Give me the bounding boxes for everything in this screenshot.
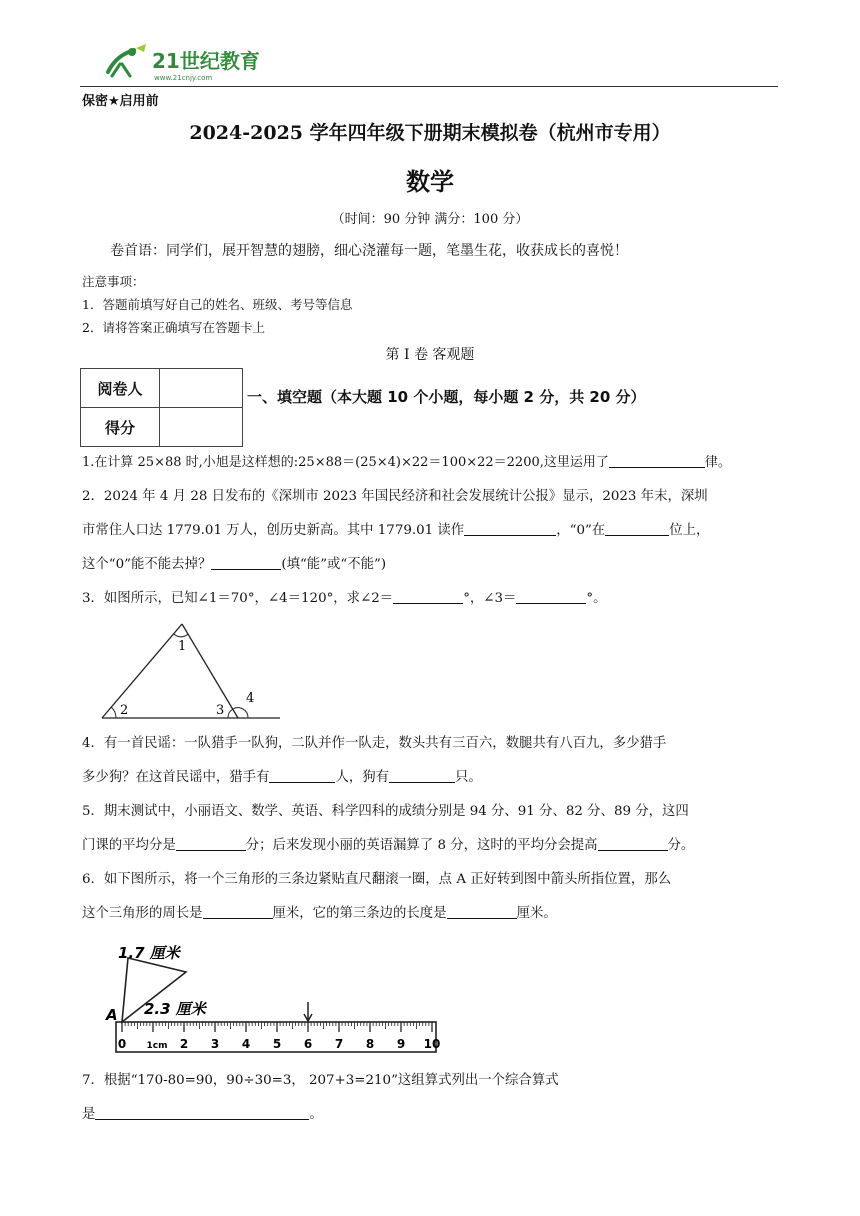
answer-blank[interactable] (203, 904, 273, 919)
answer-blank[interactable] (269, 768, 335, 783)
ruler-tick-label: 10 (423, 1037, 440, 1051)
answer-blank[interactable] (393, 589, 463, 604)
answer-blank[interactable] (464, 521, 556, 536)
preface-text: 卷首语：同学们，展开智慧的翅膀，细心浇灌每一题，笔墨生花，收获成长的喜悦！ (110, 243, 628, 259)
answer-blank[interactable] (176, 836, 246, 851)
angle-label: 4 (246, 691, 255, 706)
down-arrow-icon (304, 1002, 312, 1021)
point-label: A (106, 1006, 118, 1024)
score-cell[interactable] (160, 408, 243, 447)
question-5-line-2: 门课的平均分是 分；后来发现小丽的英语漏算了 8 分，这时的平均分会提高 分。 (82, 838, 695, 853)
question-4-line-1: 4．有一首民谣：一队猎手一队狗，二队并作一队走，数头共有三百六，数腿共有八百九，多少猎手 (82, 736, 667, 751)
answer-blank[interactable] (605, 521, 669, 536)
notes-item: 1．答题前填写好自己的姓名、班级、考号等信息 (82, 297, 353, 312)
score-label: 得分 (81, 408, 160, 447)
ruler-tick-label: 7 (334, 1037, 344, 1051)
section-title: 一、填空题（本大题 10 个小题，每小题 2 分，共 20 分） (247, 388, 646, 406)
ruler-tick-label: 8 (365, 1037, 375, 1051)
side-label-top: 1.7 厘米 (118, 944, 180, 962)
ruler-tick-label: 4 (241, 1037, 251, 1051)
notes-title: 注意事项： (82, 274, 145, 289)
logo-text: 21世纪教育 (152, 49, 260, 73)
ruler-tick-label: 6 (303, 1037, 313, 1051)
part-title: 第 I 卷 客观题 (385, 347, 475, 363)
exam-subject: 数学 (406, 168, 454, 196)
answer-blank[interactable] (516, 589, 586, 604)
answer-blank[interactable] (95, 1105, 309, 1120)
ruler-tick-label: 5 (272, 1037, 282, 1051)
question-7-line-1: 7．根据“170-80=90，90÷30=3， 207+3=210”这组算式列出一个综合算式 (82, 1073, 559, 1088)
question-6-line-1: 6．如下图所示，将一个三角形的三条边紧贴直尺翻滚一圈，点 A 正好转到图中箭头所指位置，那么 (82, 872, 672, 887)
angle-label: 2 (120, 703, 129, 718)
score-table (80, 368, 243, 447)
question-5-line-1: 5．期末测试中，小丽语文、数学、英语、科学四科的成绩分别是 94 分、91 分、82 分、89 分，这四 (82, 804, 689, 819)
answer-blank[interactable] (211, 555, 281, 570)
ruler-figure (100, 936, 440, 1056)
notes-block (82, 270, 352, 339)
question-4-line-2: 多少狗？在这首民谣中，猎手有 人，狗有 只。 (82, 770, 482, 785)
answer-blank[interactable] (598, 836, 668, 851)
reviewer-label: 阅卷人 (81, 369, 160, 408)
ruler-tick-label: 3 (210, 1037, 220, 1051)
logo-url: www.21cnjy.com (154, 74, 213, 82)
question-2-line-3: 这个“0”能不能去掉？ (填“能”或“不能”) (82, 557, 387, 572)
question-1: 1.在计算 25×88 时,小旭是这样想的:25×88＝(25×4)×22＝100×22＝2200,这里运用了 律。 (82, 455, 731, 470)
secret-label: 保密★启用前 (82, 94, 159, 109)
triangle-angle-figure (96, 618, 286, 722)
question-3: 3．如图所示，已知∠1＝70°，∠4＝120°，求∠2＝ °，∠3＝ °。 (82, 591, 607, 606)
header-rule (80, 86, 778, 87)
question-7-line-2: 是 。 (82, 1107, 323, 1122)
reviewer-cell[interactable] (160, 369, 243, 408)
angle-label: 1 (178, 639, 187, 654)
side-label-bottom: 2.3 厘米 (144, 1000, 206, 1018)
ruler-tick-label: 9 (396, 1037, 406, 1051)
site-logo (100, 42, 270, 88)
exam-title: 2024-2025 学年四年级下册期末模拟卷（杭州市专用） (189, 122, 671, 144)
ruler-tick-label: 0 (117, 1037, 127, 1051)
ruler-tick-label: 2 (179, 1037, 189, 1051)
answer-blank[interactable] (609, 453, 705, 468)
ruler-tick-label: 1cm (146, 1041, 168, 1051)
answer-blank[interactable] (447, 904, 517, 919)
question-2-line-2: 市常住人口达 1779.01 万人，创历史新高。其中 1779.01 读作 ，“0”在 位上， (82, 523, 710, 538)
question-2-line-1: 2．2024 年 4 月 28 日发布的《深圳市 2023 年国民经济和社会发展统计公报》显示，2023 年末，深圳 (82, 489, 708, 504)
notes-item: 2．请将答案正确填写在答题卡上 (82, 320, 265, 335)
answer-blank[interactable] (389, 768, 455, 783)
question-6-line-2: 这个三角形的周长是 厘米，它的第三条边的长度是 厘米。 (82, 906, 557, 921)
angle-label: 3 (216, 703, 225, 718)
exam-time-info: （时间：90 分钟 满分：100 分） (331, 212, 529, 227)
